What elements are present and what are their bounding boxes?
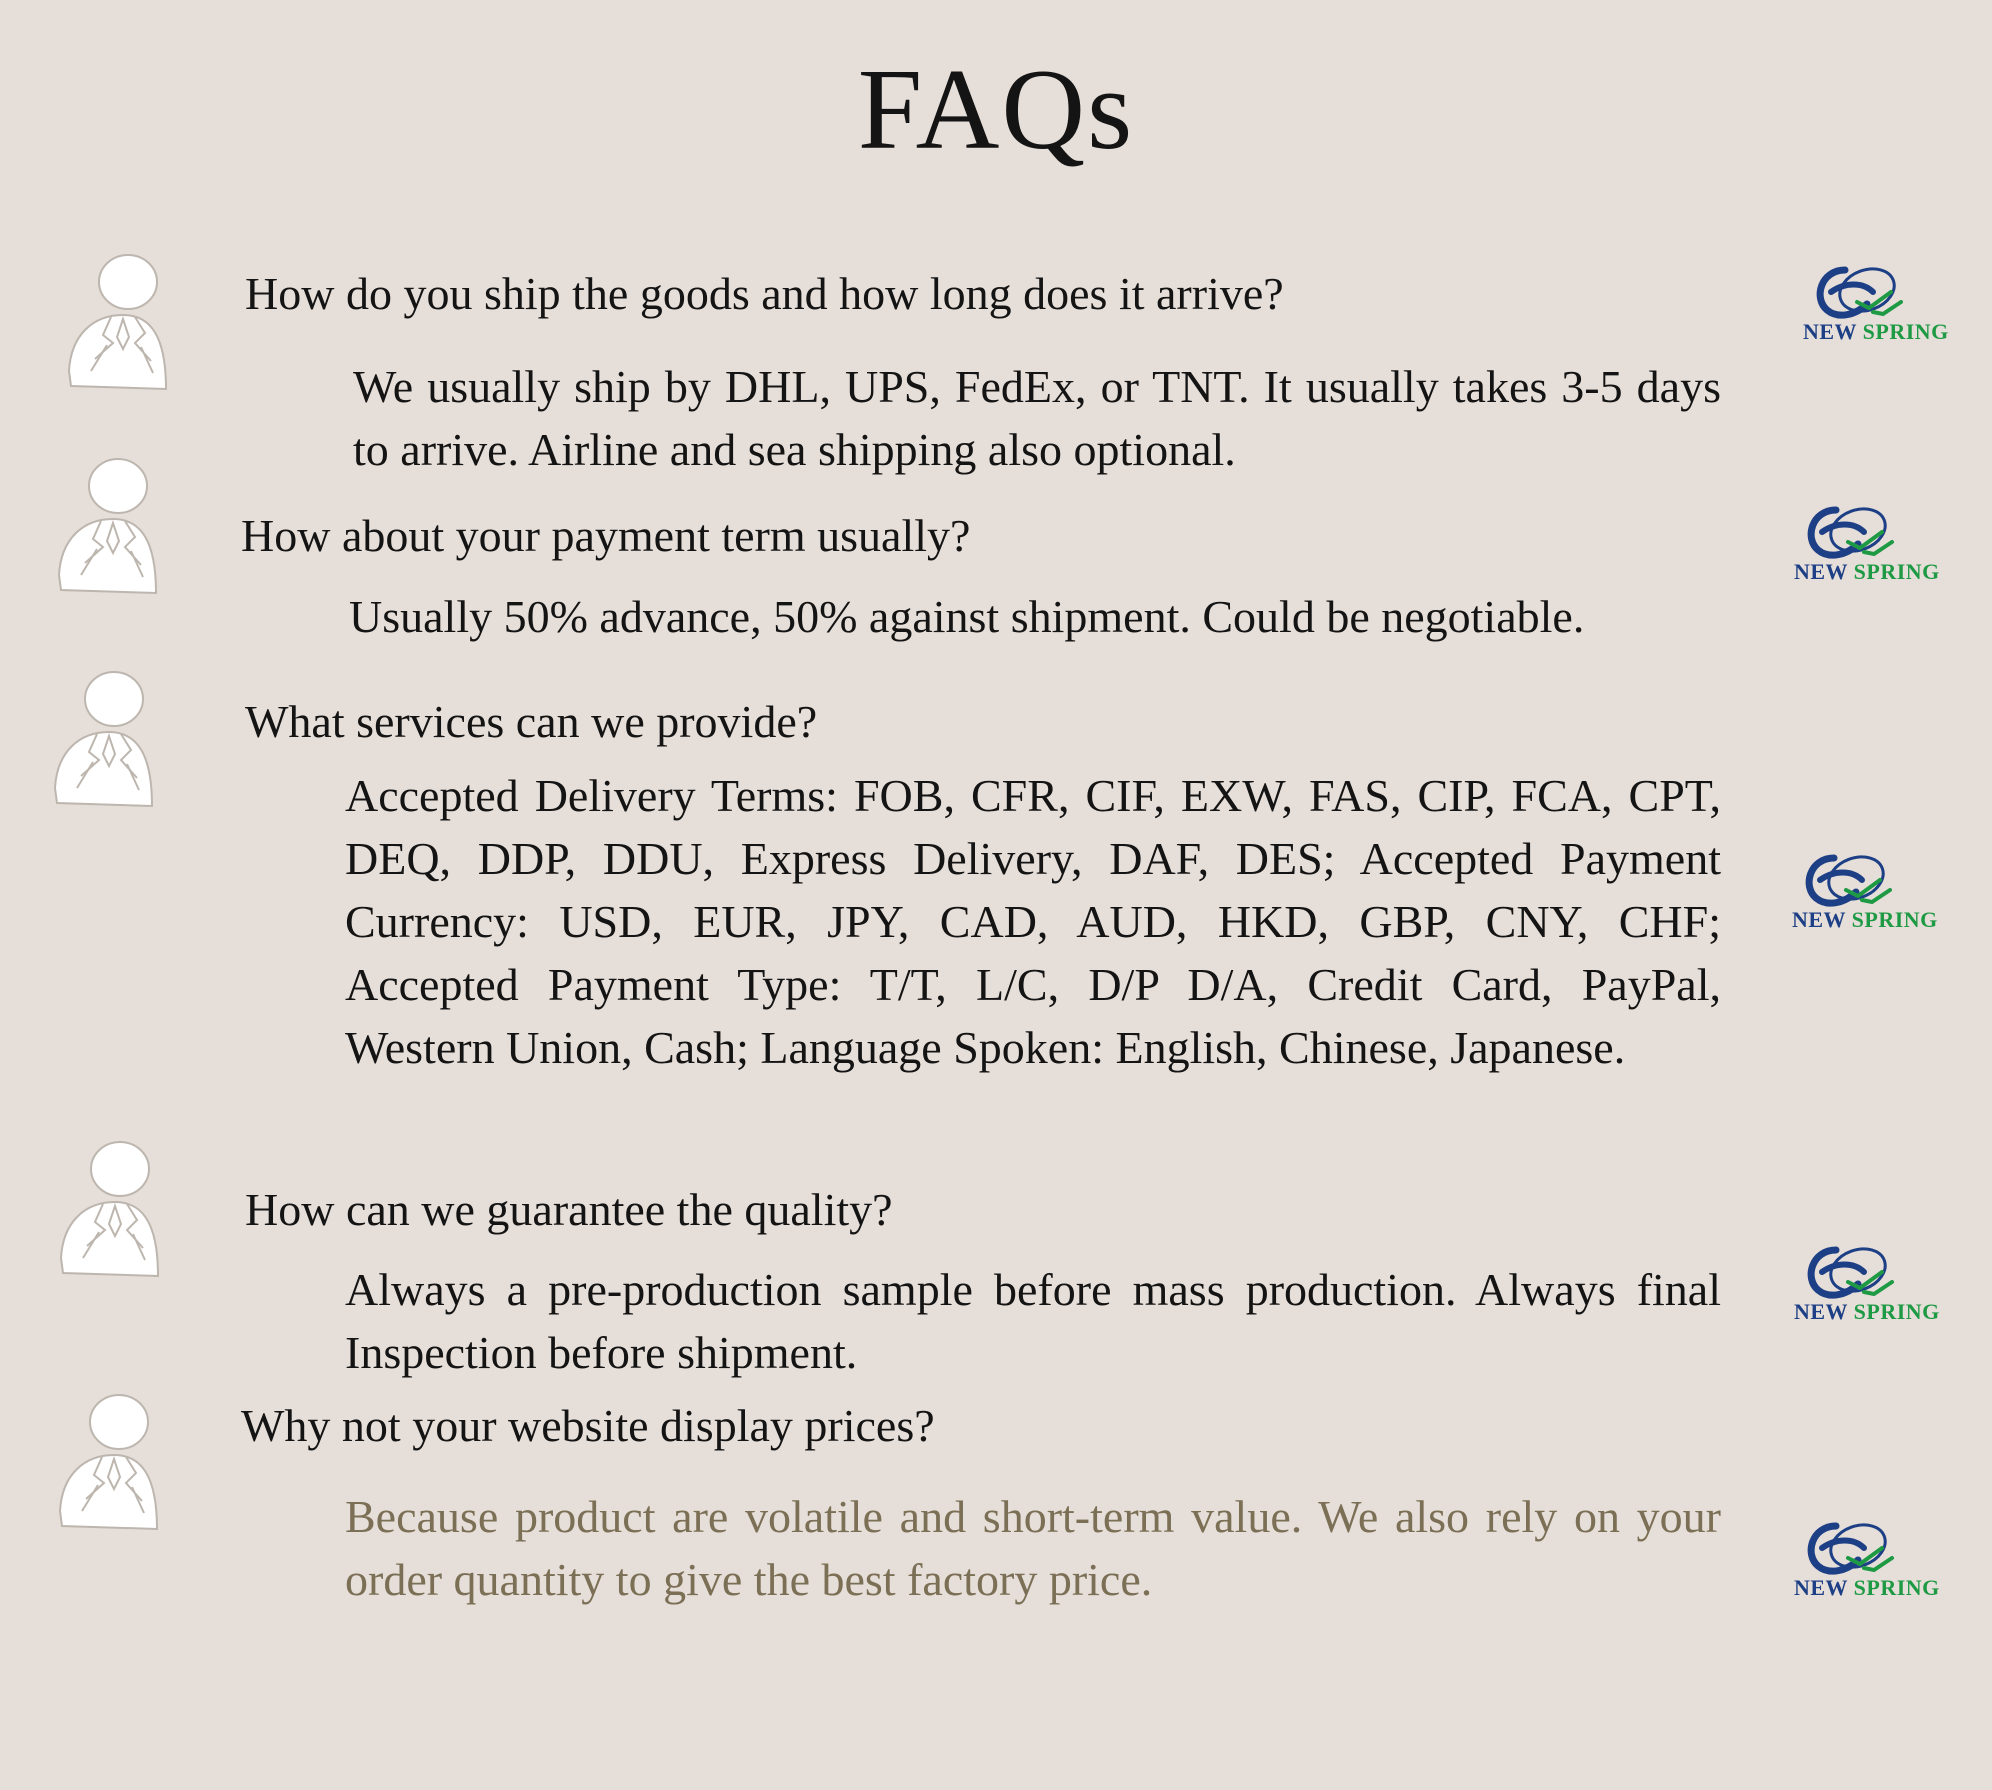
faq-answer-2: Usually 50% advance, 50% against shipment. Could be negotiable. [349,591,1585,642]
faq-question-1: How do you ship the goods and how long does it arrive? [245,268,1284,319]
person-avatar-icon [63,253,168,393]
new-spring-logo [1778,1232,1940,1332]
faq-answer-4: Always a pre-production sample before mass production. Always final Inspection before shipment. [345,1264,1721,1378]
faq-question-5: Why not your website display prices? [241,1400,935,1451]
logo-label: NEW SPRING [1794,1299,1940,1324]
logo-label: NEW SPRING [1792,907,1938,932]
person-avatar-icon [53,457,158,597]
page-title: FAQs [857,46,1135,174]
new-spring-logo [1776,840,1938,940]
faq-answer-3: Accepted Delivery Terms: FOB, CFR, CIF, EXW, FAS, CIP, FCA, CPT, DEQ, DDP, DDU, Express Delivery, DAF, DES; Accepted Payment Currency: USD, EUR, JPY, CAD, AUD, HKD, GBP, CNY, CHF; Accepted Payment Type: T/T, L/C, D/P D/A, Credit Card, PayPal, Western Union, Cash; Language Spoken: English, Chinese, Japanese. [345,770,1721,1073]
faq-question-3: What services can we provide? [245,696,818,747]
person-avatar-icon [55,1140,160,1280]
logo-label: NEW SPRING [1794,559,1940,584]
faq-question-4: How can we guarantee the quality? [245,1184,893,1235]
faq-answer-5: Because product are volatile and short-term value. We also rely on your order quantity to give the best factory price. [345,1491,1721,1605]
new-spring-logo [1787,252,1949,352]
logo-label: NEW SPRING [1794,1575,1940,1600]
faq-answer-1: We usually ship by DHL, UPS, FedEx, or TNT. It usually takes 3-5 days to arrive. Airline and sea shipping also optional. [353,361,1721,475]
faq-question-2: How about your payment term usually? [241,510,971,561]
logo-label: NEW SPRING [1803,319,1949,344]
new-spring-logo [1778,1508,1940,1608]
person-avatar-icon [54,1393,159,1533]
person-avatar-icon [49,670,154,810]
new-spring-logo [1778,492,1940,592]
